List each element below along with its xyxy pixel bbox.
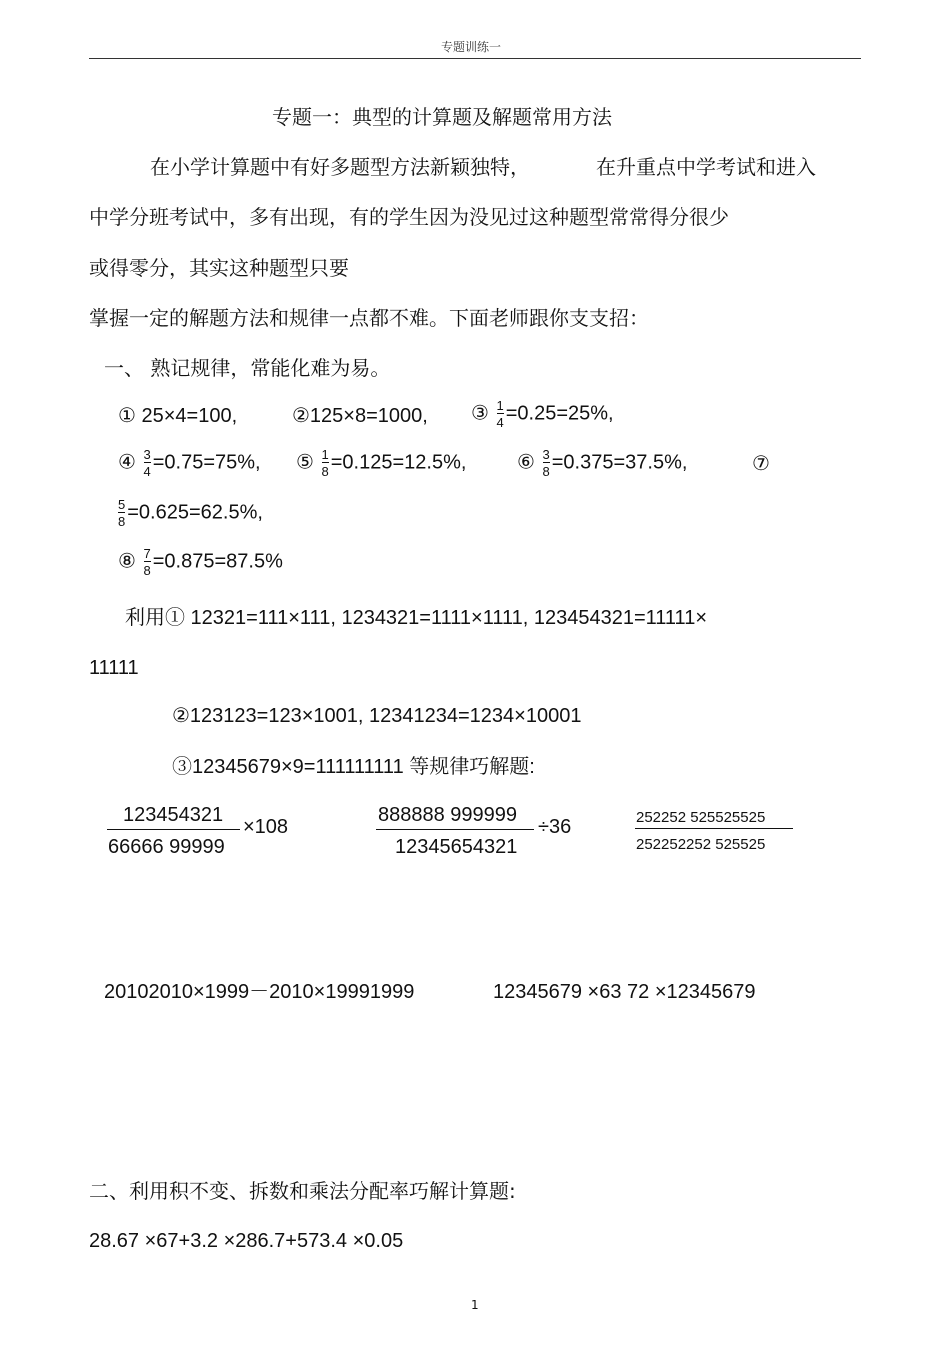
example-1-numerator: 123454321: [123, 804, 224, 826]
fraction-denominator: 4: [496, 415, 504, 430]
fraction-denominator: 4: [143, 464, 151, 479]
rule-item-6: [517, 447, 687, 479]
rule-item-8: [118, 546, 283, 578]
fraction-5-8: [118, 497, 125, 529]
fraction-numerator: 1: [321, 447, 329, 462]
page-number: 1: [471, 1298, 479, 1312]
example-2-fraction-bar: [376, 829, 534, 830]
rule-item-4-marker: ④: [118, 451, 136, 474]
rule-item-5: [296, 447, 466, 479]
example-2-numerator: 888888 999999: [378, 804, 518, 826]
rule-item-6-value: =0.375=37.5%,: [551, 451, 688, 474]
example-1-denominator: 66666 99999: [108, 836, 225, 858]
fraction-numerator: 3: [542, 447, 550, 462]
example-1-fraction-bar: [107, 829, 240, 830]
example-2-operator: ÷36: [538, 816, 572, 838]
fraction-1-4: [497, 398, 504, 430]
use-line-3: ③12345679×9=111111111 等规律巧解题:: [172, 756, 535, 778]
rule-item-4-value: =0.75=75%,: [152, 451, 261, 474]
use-line-2: ②123123=123×1001, 12341234=1234×10001: [172, 705, 582, 727]
example-5: 12345679 ×63 72 ×12345679: [493, 981, 756, 1003]
intro-line-2: 中学分班考试中，多有出现，有的学生因为没见过这种题型常常得分很少: [89, 205, 729, 229]
example-4: 20102010×1999－2010×19991999: [104, 981, 415, 1003]
rule-item-6-marker: ⑥: [517, 451, 535, 474]
rule-item-3-value: =0.25=25%,: [505, 402, 614, 425]
rule-item-7: [116, 497, 263, 529]
section2-example-1: 28.67 ×67+3.2 ×286.7+573.4 ×0.05: [89, 1230, 404, 1252]
section1-heading: 一、 熟记规律，常能化难为易。: [104, 356, 391, 380]
rule-item-5-marker: ⑤: [296, 451, 314, 474]
header-rule: [89, 58, 861, 59]
fraction-denominator: 8: [542, 464, 550, 479]
rule-item-2: ②125×8=1000,: [292, 405, 428, 427]
fraction-denominator: 8: [143, 563, 151, 578]
use-line-1: 利用① 12321=111×111, 1234321=1111×1111, 123454321=11111×: [125, 607, 708, 629]
rule-item-3: [471, 398, 614, 430]
page-title: 专题一：典型的计算题及解题常用方法: [272, 105, 612, 129]
rule-item-5-value: =0.125=12.5%,: [330, 451, 467, 474]
fraction-numerator: 3: [143, 447, 151, 462]
fraction-3-4: [144, 447, 151, 479]
example-3-fraction-bar: [635, 828, 793, 829]
example-3-denominator: 252252252 525525: [636, 836, 766, 853]
intro-line-4: 掌握一定的解题方法和规律一点都不难。下面老师跟你支支招：: [89, 306, 649, 330]
fraction-7-8: [144, 546, 151, 578]
section2-heading: 二、利用积不变、拆数和乘法分配率巧解计算题:: [89, 1179, 516, 1203]
fraction-numerator: 7: [143, 546, 151, 561]
intro-line-3: 或得零分，其实这种题型只要: [89, 256, 349, 280]
use-line-1-cont: 11111: [89, 657, 139, 679]
fraction-denominator: 8: [118, 514, 126, 529]
intro-line-1b: 在升重点中学考试和进入: [596, 155, 816, 179]
rule-item-7-marker: ⑦: [752, 453, 770, 475]
example-1-operator: ×108: [243, 816, 289, 838]
rule-item-8-marker: ⑧: [118, 550, 136, 573]
rule-item-8-value: =0.875=87.5%: [152, 550, 283, 573]
fraction-1-8: [322, 447, 329, 479]
rule-item-4: [118, 447, 261, 479]
example-2-denominator: 12345654321: [395, 836, 518, 858]
fraction-denominator: 8: [321, 464, 329, 479]
fraction-3-8: [543, 447, 550, 479]
fraction-numerator: 1: [496, 398, 504, 413]
rule-item-7-value: =0.625=62.5%,: [127, 501, 263, 524]
rule-item-3-marker: ③: [471, 402, 489, 425]
intro-line-1a: 在小学计算题中有好多题型方法新颖独特，: [150, 155, 530, 179]
fraction-numerator: 5: [118, 497, 126, 512]
page-header: 专题训练一: [441, 40, 502, 54]
rule-item-1: ① 25×4=100,: [118, 405, 238, 427]
example-3-numerator: 252252 525525525: [636, 809, 766, 826]
